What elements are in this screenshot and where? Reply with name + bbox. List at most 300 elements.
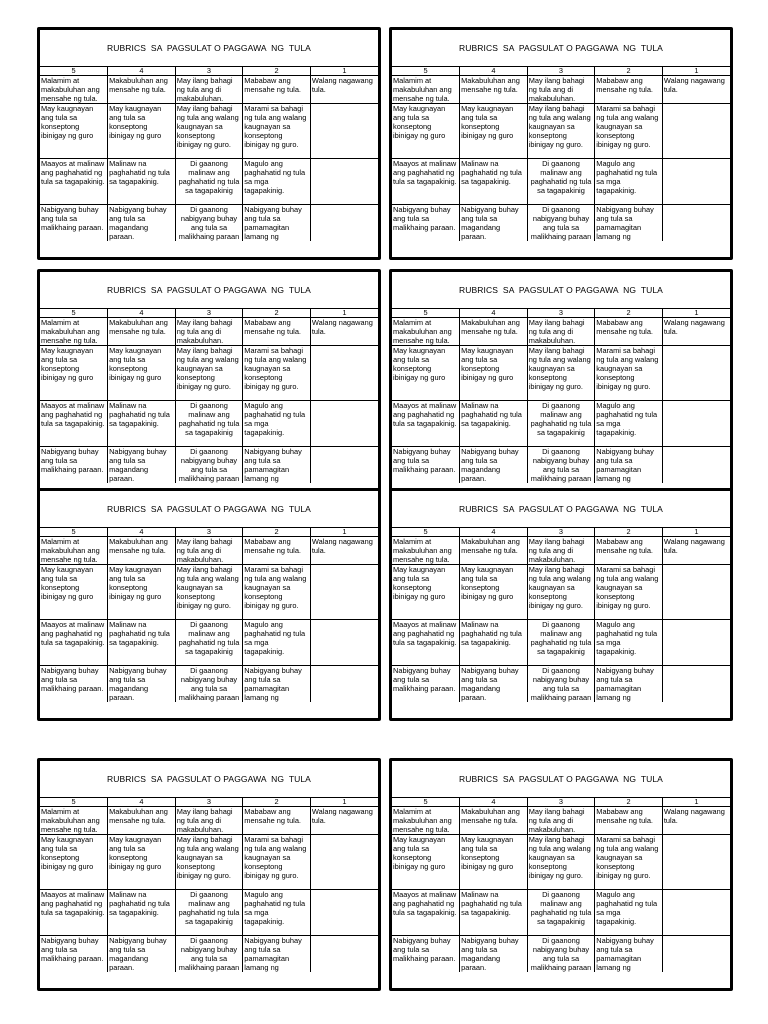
rubric-cell-text: May ilang bahagi ng tula ang walang kaugnayan sa konseptong ibinigay ng guro.	[176, 835, 239, 881]
rubric-cell-text: May ilang bahagi ng tula ang walang kaugnayan sa konseptong ibinigay ng guro.	[528, 565, 591, 611]
rubric-cell	[392, 936, 460, 973]
rubric-cell	[527, 76, 595, 104]
rubric-cell-text: Maayos at malinaw ang paghahatid ng tula sa tagapakinig.	[41, 620, 105, 648]
criteria-row	[392, 159, 730, 205]
rubric-title: RUBRICS SA PAGSULAT O PAGGAWA NG TULA	[459, 504, 663, 514]
rubric-cell-text	[664, 159, 729, 204]
rubric-cell-text: May kaugnayan ang tula sa konseptong ibinigay ng guro	[41, 565, 94, 602]
score-header: 1	[662, 528, 730, 537]
rubric-cell	[175, 104, 243, 159]
rubric-cell-text: May ilang bahagi ng tula ang walang kaugnayan sa konseptong ibinigay ng guro.	[176, 346, 239, 392]
rubric-cell-text: Nabigyang buhay ang tula sa pamamagitan lamang ng	[244, 936, 302, 972]
criteria-row	[392, 318, 730, 346]
rubric-cell-text	[664, 936, 729, 972]
rubric-cell-text: Malinaw na paghahatid ng tula sa tagapakinig.	[461, 159, 522, 187]
score-header: 4	[460, 798, 528, 807]
score-header: 1	[310, 528, 378, 537]
rubric-cell-text: Magulo ang paghahatid ng tula sa mga tagapakinig.	[596, 159, 658, 196]
rubric-cell	[310, 159, 378, 205]
score-header-row	[392, 309, 730, 318]
rubric-cell	[243, 346, 311, 401]
rubric-cell-text: Makabuluhan ang mensahe ng tula.	[109, 807, 168, 826]
rubric-cell-text: Maayos at malinaw ang paghahatid ng tula sa tagapakinig.	[41, 890, 105, 918]
rubric-cell-text: May ilang bahagi ng tula ang di makabuluhan.	[528, 807, 585, 834]
rubric-cell	[40, 346, 108, 401]
rubric-title: RUBRICS SA PAGSULAT O PAGGAWA NG TULA	[107, 504, 311, 514]
rubric-cell	[392, 159, 460, 205]
criteria-row	[40, 447, 378, 484]
rubric-cell-text: Nabigyang buhay ang tula sa magandang paraan.	[461, 666, 519, 702]
rubric-cell-text: Maayos at malinaw ang paghahatid ng tula sa tagapakinig.	[393, 401, 457, 429]
rubric-cell	[310, 318, 378, 346]
rubric-title: RUBRICS SA PAGSULAT O PAGGAWA NG TULA	[459, 43, 663, 53]
rubric-cell-text: Malamim at makabuluhan ang mensahe ng tula.	[41, 76, 100, 103]
rubric-cell-text: Di gaanong malinaw ang paghahatid ng tula sa tagapakinig	[178, 159, 240, 196]
rubric-cell-text: Malamim at makabuluhan ang mensahe ng tula.	[41, 318, 100, 345]
score-header: 3	[527, 528, 595, 537]
rubric-cell-text	[312, 346, 377, 400]
criteria-row	[392, 807, 730, 835]
rubric-cell	[175, 447, 243, 484]
rubric-cell-text: Makabuluhan ang mensahe ng tula.	[461, 807, 520, 826]
rubric-cell-text: Mababaw ang mensahe ng tula.	[244, 318, 301, 337]
rubric-cell	[392, 835, 460, 890]
rubric-cell	[243, 537, 311, 565]
score-header: 5	[392, 798, 460, 807]
rubric-cell	[310, 346, 378, 401]
rubric-cell-text: Nabigyang buhay ang tula sa malikhaing paraan.	[41, 447, 104, 475]
rubric-cell-text: Nabigyang buhay ang tula sa magandang paraan.	[109, 936, 167, 972]
criteria-row	[40, 159, 378, 205]
rubric-cell-text: May ilang bahagi ng tula ang di makabuluhan.	[176, 807, 233, 834]
rubric-cell	[392, 537, 460, 565]
rubric-cell	[243, 401, 311, 447]
score-header: 1	[310, 798, 378, 807]
rubric-cell	[595, 401, 663, 447]
rubric-cell-text: Di gaanong nabigyang buhay ang tula sa malikhaing paraan	[530, 666, 592, 702]
rubric-cell	[527, 159, 595, 205]
rubric-cell-text: Marami sa bahagi ng tula ang walang kaugnayan sa konseptong ibinigay ng guro.	[244, 835, 307, 881]
rubric-cell	[310, 205, 378, 242]
rubric-cell-text: May kaugnayan ang tula sa konseptong ibinigay ng guro	[393, 565, 446, 602]
rubric-cell-text: May kaugnayan ang tula sa konseptong ibinigay ng guro	[393, 104, 446, 141]
rubric-cell-text: Magulo ang paghahatid ng tula sa mga tagapakinig.	[596, 620, 658, 657]
rubric-cell	[595, 104, 663, 159]
rubric-cell	[595, 936, 663, 973]
rubric-cell-text: Magulo ang paghahatid ng tula sa mga tagapakinig.	[244, 401, 306, 438]
rubric-cell	[310, 890, 378, 936]
criteria-row	[392, 104, 730, 159]
rubric-cell-text: Malinaw na paghahatid ng tula sa tagapakinig.	[461, 620, 522, 648]
criteria-row	[40, 537, 378, 565]
score-header: 5	[40, 798, 108, 807]
criteria-row	[40, 318, 378, 346]
rubric-cell-text	[312, 104, 377, 158]
rubric-cell	[243, 205, 311, 242]
criteria-row	[40, 76, 378, 104]
rubric-cell-text: Malamim at makabuluhan ang mensahe ng tula.	[393, 807, 452, 834]
rubric-cell-text: Di gaanong malinaw ang paghahatid ng tula sa tagapakinig	[530, 159, 592, 196]
rubric-cell	[108, 666, 176, 703]
rubric-cell	[527, 401, 595, 447]
criteria-row	[40, 346, 378, 401]
rubric-cell-text: May kaugnayan ang tula sa konseptong ibinigay ng guro	[461, 346, 514, 383]
rubric-cell-text: Walang nagawang tula.	[311, 318, 373, 337]
rubric-cell	[40, 807, 108, 835]
rubric-cell-text	[664, 565, 729, 619]
rubric-card	[389, 269, 733, 502]
rubric-cell	[175, 807, 243, 835]
rubric-cell-text: Maayos at malinaw ang paghahatid ng tula sa tagapakinig.	[393, 620, 457, 648]
rubric-cell-text: May ilang bahagi ng tula ang di makabuluhan.	[528, 76, 585, 103]
rubric-cell-text: May ilang bahagi ng tula ang walang kaugnayan sa konseptong ibinigay ng guro.	[528, 104, 591, 150]
rubric-cell-text: Mababaw ang mensahe ng tula.	[596, 807, 653, 826]
rubric-cell	[662, 401, 730, 447]
rubric-cell	[527, 537, 595, 565]
criteria-row	[392, 890, 730, 936]
rubric-cell	[595, 666, 663, 703]
rubric-cell	[175, 936, 243, 973]
rubric-cell	[40, 76, 108, 104]
rubric-cell	[595, 890, 663, 936]
rubric-cell-text: Malamim at makabuluhan ang mensahe ng tula.	[41, 537, 100, 564]
criteria-row	[392, 666, 730, 703]
rubric-cell	[175, 890, 243, 936]
rubric-cell-text: Walang nagawang tula.	[311, 537, 373, 556]
rubric-cell-text: Mababaw ang mensahe ng tula.	[596, 318, 653, 337]
rubric-cell	[392, 76, 460, 104]
rubric-cell-text: Di gaanong nabigyang buhay ang tula sa malikhaing paraan	[530, 205, 592, 241]
rubric-cell-text	[664, 104, 729, 158]
rubric-cell	[595, 447, 663, 484]
score-header: 4	[460, 309, 528, 318]
rubric-cell-text: Maayos at malinaw ang paghahatid ng tula sa tagapakinig.	[393, 159, 457, 187]
rubric-cell-text: May ilang bahagi ng tula ang di makabuluhan.	[176, 76, 233, 103]
rubric-cell	[595, 807, 663, 835]
rubric-cell	[243, 318, 311, 346]
score-header-row	[392, 798, 730, 807]
score-header: 3	[175, 798, 243, 807]
rubric-cell	[310, 835, 378, 890]
rubric-cell	[108, 835, 176, 890]
rubric-cell	[527, 936, 595, 973]
rubric-cell-text: Di gaanong malinaw ang paghahatid ng tula sa tagapakinig	[530, 401, 592, 438]
rubric-cell-text: Magulo ang paghahatid ng tula sa mga tagapakinig.	[244, 620, 306, 657]
criteria-row	[40, 620, 378, 666]
criteria-row	[40, 936, 378, 973]
rubric-cell	[460, 205, 528, 242]
rubric-cell	[243, 76, 311, 104]
rubric-cell	[108, 936, 176, 973]
rubric-cell-text: May kaugnayan ang tula sa konseptong ibinigay ng guro	[109, 346, 162, 383]
rubric-table	[40, 797, 378, 972]
rubric-cell	[527, 205, 595, 242]
rubric-cell	[175, 159, 243, 205]
criteria-row	[392, 401, 730, 447]
score-header: 1	[662, 798, 730, 807]
rubric-cell	[108, 620, 176, 666]
rubric-cell-text: May kaugnayan ang tula sa konseptong ibinigay ng guro	[461, 104, 514, 141]
rubric-cell-text: May ilang bahagi ng tula ang walang kaugnayan sa konseptong ibinigay ng guro.	[176, 565, 239, 611]
rubric-cell	[392, 205, 460, 242]
rubric-card	[37, 488, 381, 721]
rubric-cell-text: Nabigyang buhay ang tula sa magandang paraan.	[461, 205, 519, 241]
rubric-cell-text: Marami sa bahagi ng tula ang walang kaugnayan sa konseptong ibinigay ng guro.	[596, 835, 659, 881]
rubric-cell-text: May ilang bahagi ng tula ang walang kaugnayan sa konseptong ibinigay ng guro.	[528, 346, 591, 392]
rubric-cell-text	[664, 835, 729, 889]
rubric-cell-text: Magulo ang paghahatid ng tula sa mga tagapakinig.	[596, 890, 658, 927]
rubric-cell	[310, 537, 378, 565]
rubric-cell	[243, 666, 311, 703]
rubric-cell	[662, 76, 730, 104]
rubric-cell-text: Marami sa bahagi ng tula ang walang kaugnayan sa konseptong ibinigay ng guro.	[596, 346, 659, 392]
rubric-cell	[40, 159, 108, 205]
rubric-cell-text: Mababaw ang mensahe ng tula.	[596, 76, 653, 95]
rubric-cell-text: Makabuluhan ang mensahe ng tula.	[461, 318, 520, 337]
rubric-cell	[527, 104, 595, 159]
rubric-cell	[108, 447, 176, 484]
rubric-cell-text: Marami sa bahagi ng tula ang walang kaugnayan sa konseptong ibinigay ng guro.	[244, 346, 307, 392]
rubric-cell-text: Nabigyang buhay ang tula sa pamamagitan lamang ng	[244, 666, 302, 702]
rubric-cell	[595, 565, 663, 620]
rubric-cell	[40, 318, 108, 346]
rubric-cell	[40, 890, 108, 936]
rubric-cell	[527, 666, 595, 703]
rubric-cell-text: Nabigyang buhay ang tula sa pamamagitan lamang ng	[596, 205, 654, 241]
rubric-cell	[310, 104, 378, 159]
rubric-cell	[662, 936, 730, 973]
rubric-cell	[40, 401, 108, 447]
rubric-cell	[243, 447, 311, 484]
rubric-cell-text	[312, 666, 377, 702]
criteria-row	[392, 447, 730, 484]
criteria-row	[392, 76, 730, 104]
rubric-cell-text: Nabigyang buhay ang tula sa pamamagitan lamang ng	[244, 447, 302, 483]
rubric-cell	[108, 890, 176, 936]
rubric-cell	[392, 565, 460, 620]
rubric-title: RUBRICS SA PAGSULAT O PAGGAWA NG TULA	[107, 285, 311, 295]
score-header: 1	[310, 67, 378, 76]
rubric-cell	[595, 835, 663, 890]
rubric-cell	[662, 807, 730, 835]
rubric-cell	[662, 447, 730, 484]
rubric-cell-text: Nabigyang buhay ang tula sa malikhaing paraan.	[41, 936, 104, 964]
rubric-cell	[392, 318, 460, 346]
rubric-cell-text	[664, 447, 729, 483]
rubric-cell	[108, 76, 176, 104]
rubric-cell	[527, 807, 595, 835]
rubric-cell	[460, 666, 528, 703]
rubric-cell-text: May kaugnayan ang tula sa konseptong ibinigay ng guro	[41, 346, 94, 383]
rubric-cell	[392, 890, 460, 936]
rubric-cell-text: Nabigyang buhay ang tula sa magandang paraan.	[109, 666, 167, 702]
rubric-cell-text	[312, 205, 377, 241]
rubric-cell	[310, 447, 378, 484]
rubric-cell	[527, 620, 595, 666]
rubric-cell-text: Walang nagawang tula.	[663, 807, 725, 826]
rubric-table	[40, 527, 378, 702]
criteria-row	[392, 620, 730, 666]
rubric-cell	[310, 620, 378, 666]
rubric-cell	[595, 159, 663, 205]
rubric-cell	[662, 318, 730, 346]
rubric-title: RUBRICS SA PAGSULAT O PAGGAWA NG TULA	[459, 774, 663, 784]
rubric-cell	[595, 76, 663, 104]
criteria-row	[40, 807, 378, 835]
rubric-cell-text: Di gaanong malinaw ang paghahatid ng tula sa tagapakinig	[178, 620, 240, 657]
rubric-cell	[662, 205, 730, 242]
rubric-cell-text	[312, 835, 377, 889]
rubric-table	[392, 308, 730, 483]
rubric-card	[37, 27, 381, 260]
criteria-row	[40, 835, 378, 890]
score-header: 3	[527, 67, 595, 76]
rubric-cell-text: May kaugnayan ang tula sa konseptong ibinigay ng guro	[109, 104, 162, 141]
criteria-row	[40, 565, 378, 620]
rubric-cell	[175, 620, 243, 666]
rubric-cell-text: May kaugnayan ang tula sa konseptong ibinigay ng guro	[393, 835, 446, 872]
rubric-cell	[40, 447, 108, 484]
score-header: 3	[175, 67, 243, 76]
rubric-card	[37, 269, 381, 502]
rubric-cell-text: Malamim at makabuluhan ang mensahe ng tula.	[393, 318, 452, 345]
rubric-cell-text: Nabigyang buhay ang tula sa malikhaing paraan.	[393, 666, 456, 694]
rubric-cell-text: Walang nagawang tula.	[311, 76, 373, 95]
score-header-row	[40, 67, 378, 76]
rubric-cell-text: Di gaanong nabigyang buhay ang tula sa malikhaing paraan	[178, 205, 240, 241]
rubric-cell-text: Makabuluhan ang mensahe ng tula.	[109, 76, 168, 95]
rubric-cell-text: Malinaw na paghahatid ng tula sa tagapakinig.	[109, 159, 170, 187]
rubric-cell	[527, 346, 595, 401]
rubric-cell	[40, 104, 108, 159]
rubric-cell	[460, 620, 528, 666]
rubric-cell	[40, 666, 108, 703]
rubric-cell-text: May ilang bahagi ng tula ang di makabuluhan.	[176, 318, 233, 345]
rubric-cell-text: Walang nagawang tula.	[311, 807, 373, 826]
rubric-cell-text: May kaugnayan ang tula sa konseptong ibinigay ng guro	[41, 104, 94, 141]
rubric-cell-text: Nabigyang buhay ang tula sa pamamagitan lamang ng	[596, 447, 654, 483]
rubric-cell	[310, 936, 378, 973]
rubric-cell	[108, 318, 176, 346]
score-header-row	[40, 309, 378, 318]
rubric-title: RUBRICS SA PAGSULAT O PAGGAWA NG TULA	[107, 774, 311, 784]
rubric-cell-text: Malamim at makabuluhan ang mensahe ng tula.	[393, 76, 452, 103]
rubric-cell-text: Malamim at makabuluhan ang mensahe ng tula.	[393, 537, 452, 564]
score-header: 5	[40, 528, 108, 537]
rubric-cell-text: Maayos at malinaw ang paghahatid ng tula sa tagapakinig.	[41, 159, 105, 187]
rubric-cell-text: Di gaanong malinaw ang paghahatid ng tula sa tagapakinig	[530, 890, 592, 927]
rubric-cell-text: Malinaw na paghahatid ng tula sa tagapakinig.	[109, 620, 170, 648]
score-header: 5	[392, 67, 460, 76]
score-header-row	[40, 528, 378, 537]
rubric-cell	[460, 890, 528, 936]
rubric-cell-text: May kaugnayan ang tula sa konseptong ibinigay ng guro	[393, 346, 446, 383]
rubric-cell-text	[312, 447, 377, 483]
rubric-cell	[527, 835, 595, 890]
rubric-cell-text: Nabigyang buhay ang tula sa malikhaing paraan.	[41, 205, 104, 233]
score-header: 2	[595, 528, 663, 537]
rubric-cell-text: May kaugnayan ang tula sa konseptong ibinigay ng guro	[109, 835, 162, 872]
rubric-cell-text: Nabigyang buhay ang tula sa pamamagitan lamang ng	[596, 936, 654, 972]
rubric-cell	[310, 666, 378, 703]
rubric-cell-text: May ilang bahagi ng tula ang walang kaugnayan sa konseptong ibinigay ng guro.	[528, 835, 591, 881]
rubric-cell	[310, 76, 378, 104]
score-header: 3	[527, 798, 595, 807]
rubric-cell	[108, 565, 176, 620]
rubric-cell-text: May ilang bahagi ng tula ang walang kaugnayan sa konseptong ibinigay ng guro.	[176, 104, 239, 150]
rubric-cell-text: Nabigyang buhay ang tula sa pamamagitan lamang ng	[596, 666, 654, 702]
score-header: 1	[662, 67, 730, 76]
rubric-cell	[460, 447, 528, 484]
rubric-cell-text: Maayos at malinaw ang paghahatid ng tula sa tagapakinig.	[393, 890, 457, 918]
score-header: 5	[392, 528, 460, 537]
rubric-cell	[662, 565, 730, 620]
rubric-cell-text	[664, 890, 729, 935]
rubric-table	[392, 797, 730, 972]
rubric-cell	[460, 537, 528, 565]
rubric-cell	[175, 346, 243, 401]
rubric-cell	[392, 447, 460, 484]
rubric-cell-text: Walang nagawang tula.	[663, 318, 725, 337]
rubric-cell	[460, 76, 528, 104]
rubric-cell	[243, 159, 311, 205]
rubric-cell	[108, 537, 176, 565]
rubric-cell-text: Malinaw na paghahatid ng tula sa tagapakinig.	[109, 401, 170, 429]
rubric-cell-text: Di gaanong nabigyang buhay ang tula sa malikhaing paraan	[530, 447, 592, 483]
rubric-cell	[392, 104, 460, 159]
rubric-cell-text: May kaugnayan ang tula sa konseptong ibinigay ng guro	[461, 565, 514, 602]
rubric-title: RUBRICS SA PAGSULAT O PAGGAWA NG TULA	[459, 285, 663, 295]
rubric-cell	[175, 205, 243, 242]
rubric-cell	[460, 565, 528, 620]
score-header: 2	[595, 309, 663, 318]
rubric-cell-text: Magulo ang paghahatid ng tula sa mga tagapakinig.	[244, 890, 306, 927]
rubric-cell	[392, 620, 460, 666]
rubric-cell-text: Nabigyang buhay ang tula sa magandang paraan.	[109, 205, 167, 241]
score-header-row	[392, 67, 730, 76]
rubric-cell-text: Walang nagawang tula.	[663, 76, 725, 95]
rubric-cell	[662, 537, 730, 565]
rubric-cell	[527, 447, 595, 484]
rubric-cell-text: Mababaw ang mensahe ng tula.	[244, 76, 301, 95]
rubric-cell	[392, 666, 460, 703]
rubric-table	[392, 66, 730, 241]
rubric-cell-text	[664, 401, 729, 446]
rubric-cell	[392, 807, 460, 835]
score-header: 3	[527, 309, 595, 318]
rubric-cell-text: Maayos at malinaw ang paghahatid ng tula sa tagapakinig.	[41, 401, 105, 429]
rubric-cell	[662, 104, 730, 159]
rubric-cell-text: Nabigyang buhay ang tula sa magandang paraan.	[461, 936, 519, 972]
rubric-cell-text: Malinaw na paghahatid ng tula sa tagapakinig.	[109, 890, 170, 918]
score-header: 1	[662, 309, 730, 318]
rubric-cell	[40, 620, 108, 666]
rubric-cell-text: Di gaanong nabigyang buhay ang tula sa malikhaing paraan	[178, 447, 240, 483]
rubric-cell	[108, 159, 176, 205]
rubric-cell	[243, 936, 311, 973]
rubric-cell-text	[312, 890, 377, 935]
rubric-card	[37, 758, 381, 991]
criteria-row	[392, 346, 730, 401]
rubric-cell-text	[664, 620, 729, 665]
rubric-cell-text: Di gaanong malinaw ang paghahatid ng tula sa tagapakinig	[530, 620, 592, 657]
rubric-cell-text: Walang nagawang tula.	[663, 537, 725, 556]
rubric-cell	[662, 666, 730, 703]
rubric-card	[389, 758, 733, 991]
rubric-cell-text: Marami sa bahagi ng tula ang walang kaugnayan sa konseptong ibinigay ng guro.	[244, 104, 307, 150]
rubric-cell-text: Nabigyang buhay ang tula sa magandang paraan.	[461, 447, 519, 483]
rubric-cell	[175, 565, 243, 620]
